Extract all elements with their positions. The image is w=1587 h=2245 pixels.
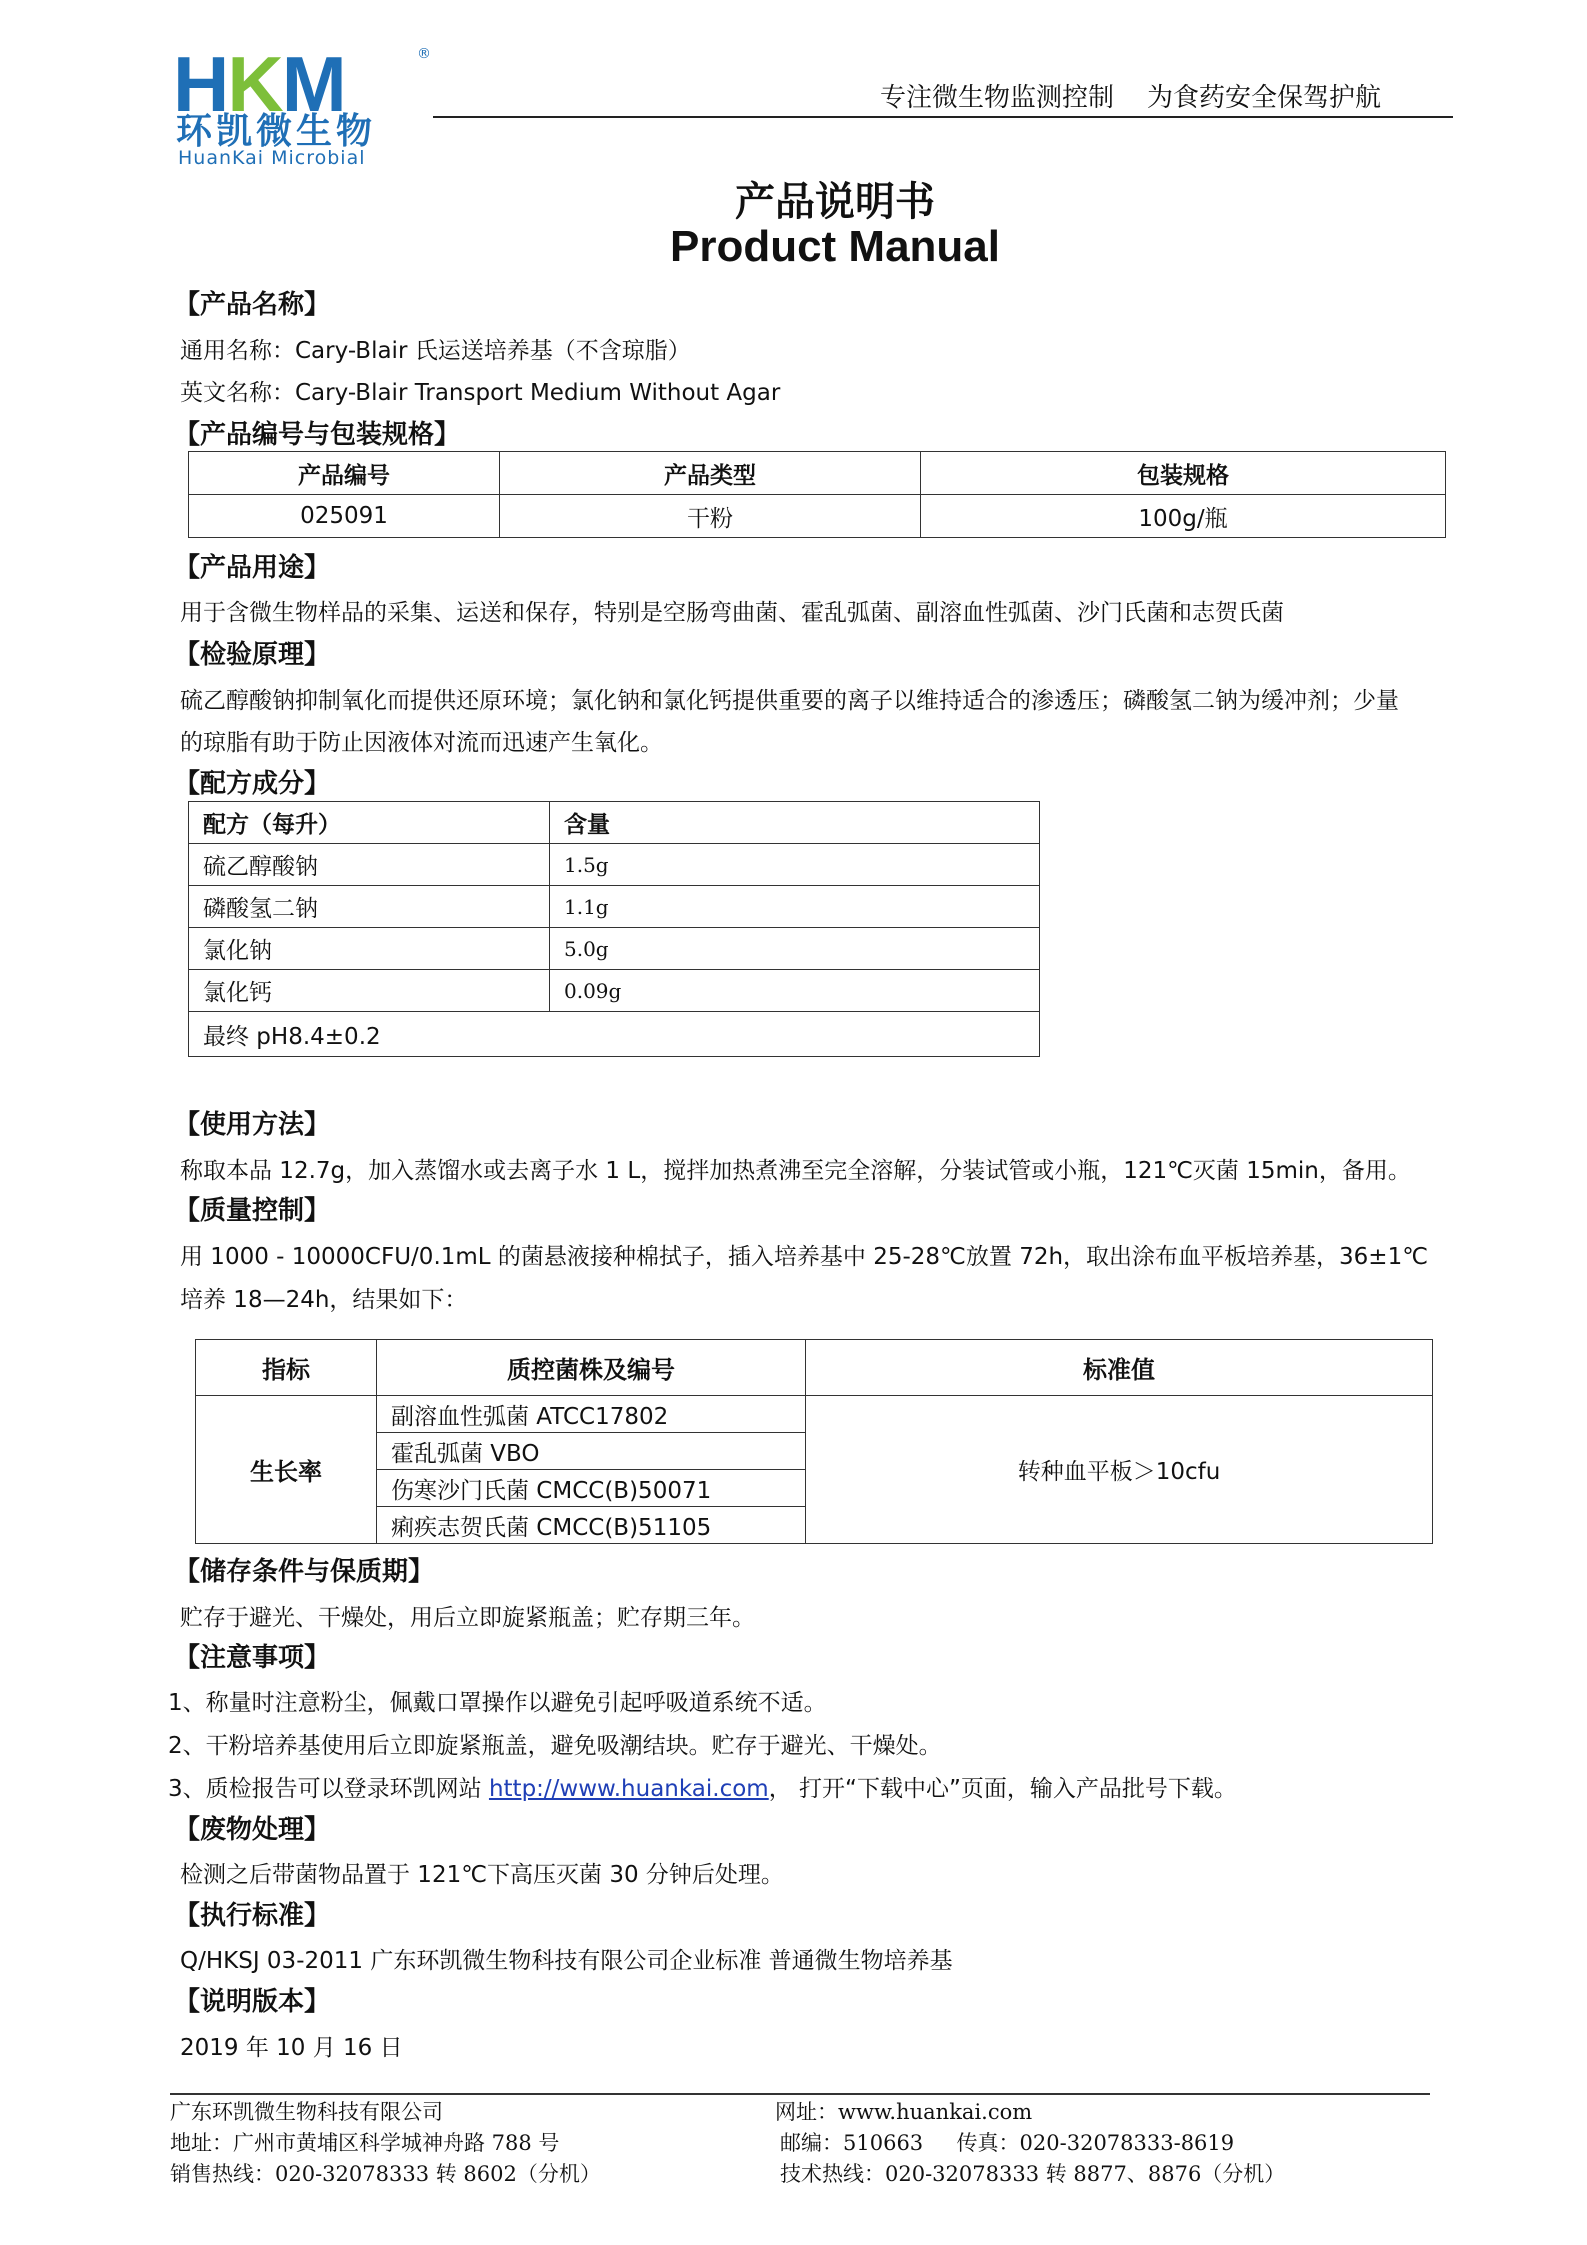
section-heading-product-code: 【产品编号与包装规格】 [174,420,461,450]
ingredient-name: 磷酸氢二钠 [189,886,550,928]
english-name: 英文名称：Cary-Blair Transport Medium Without Agar [180,380,781,406]
page-title-en: Product Manual [669,222,1001,271]
ingredient-name: 氯化钠 [189,928,550,970]
ingredient-amount: 1.1g [550,886,1040,928]
qc-line-1: 用 1000 - 10000CFU/0.1mL 的菌悬液接种棉拭子，插入培养基中 25-28℃放置 72h，取出涂布血平板培养基，36±1℃ [180,1244,1429,1270]
section-heading-storage: 【储存条件与保质期】 [174,1557,435,1587]
principle-line-2: 的琼脂有助于防止因液体对流而迅速产生氧化。 [180,730,663,756]
logo-chinese-name: 环凯微生物 [176,111,377,152]
logo-letter-h: H [173,40,228,128]
logo-english-name: HuanKai Microbial [178,147,366,169]
registered-mark: ® [417,46,431,62]
principle-line-1: 硫乙醇酸钠抑制氧化而提供还原环境；氯化钠和氯化钙提供重要的离子以维持适合的渗透压；磷酸氢二钠为缓冲剂；少量 [180,688,1399,714]
note-item-3-suffix: ， 打开“下载中心”页面，输入产品批号下载。 [768,1776,1237,1802]
section-heading-principle: 【检验原理】 [174,640,331,670]
footer-website: 网址：www.huankai.com [775,2100,1033,2124]
table-header-row [189,452,1446,495]
ingredient-amount: 1.5g [550,844,1040,886]
header-divider [433,116,1453,118]
product-code-table [188,451,1446,538]
disposal-text: 检测之后带菌物品置于 121℃下高压灭菌 30 分钟后处理。 [180,1862,784,1888]
final-ph: 最终 pH8.4±0.2 [189,1012,1040,1057]
footer-tech-hotline: 技术热线：020-32078333 转 8877、8876（分机） [780,2162,1286,2186]
section-heading-usage: 【产品用途】 [174,553,331,583]
method-text: 称取本品 12.7g，加入蒸馏水或去离子水 1 L，搅拌加热煮沸至完全溶解，分装试管或小瓶，121℃灭菌 15min，备用。 [180,1158,1411,1184]
qc-strain: 霍乱弧菌 VBO [377,1433,806,1470]
qc-indicator: 生长率 [196,1396,377,1544]
section-heading-standard: 【执行标准】 [174,1901,331,1931]
table-row [196,1396,1433,1433]
logo-letter-k: K [227,40,282,128]
note-item-3 [168,1770,1237,1803]
section-heading-formula: 【配方成分】 [174,769,331,799]
ingredient-name: 硫乙醇酸钠 [189,844,550,886]
section-heading-version: 【说明版本】 [174,1987,331,2017]
ingredient-amount: 0.09g [550,970,1040,1012]
product-code-cell: 025091 [189,495,500,538]
ingredient-name: 氯化钙 [189,970,550,1012]
table-header-cell: 标准值 [806,1340,1433,1396]
footer-company: 广东环凯微生物科技有限公司 [170,2100,443,2124]
table-row [189,844,1040,886]
table-row [189,495,1446,538]
package-spec-cell: 100g/瓶 [921,495,1446,538]
table-row [189,970,1040,1012]
table-header-cell: 含量 [550,802,1040,844]
note-item-2: 2、干粉培养基使用后立即旋紧瓶盖，避免吸潮结块。贮存于避光、干燥处。 [168,1733,942,1759]
standard-text: Q/HKSJ 03-2011 广东环凯微生物科技有限公司企业标准 普通微生物培养基 [180,1948,953,1974]
qc-strain: 伤寒沙门氏菌 CMCC(B)50071 [377,1470,806,1507]
table-header-cell: 产品编号 [189,452,500,495]
section-heading-method: 【使用方法】 [174,1110,331,1140]
table-header-cell: 包装规格 [921,452,1446,495]
section-heading-qc: 【质量控制】 [174,1196,331,1226]
product-type-cell: 干粉 [500,495,921,538]
section-heading-disposal: 【废物处理】 [174,1815,331,1845]
qc-strain: 副溶血性弧菌 ATCC17802 [377,1396,806,1433]
table-header-row [189,802,1040,844]
table-header-row [196,1340,1433,1396]
table-header-cell: 质控菌株及编号 [377,1340,806,1396]
storage-text: 贮存于避光、干燥处，用后立即旋紧瓶盖；贮存期三年。 [180,1605,755,1631]
note-item-1: 1、称量时注意粉尘，佩戴口罩操作以避免引起呼吸道系统不适。 [168,1690,827,1716]
usage-text: 用于含微生物样品的采集、运送和保存，特别是空肠弯曲菌、霍乱弧菌、副溶血性弧菌、沙门氏菌和志贺氏菌 [180,600,1284,626]
qc-standard: 转种血平板＞10cfu [806,1396,1433,1544]
version-date: 2019 年 10 月 16 日 [180,2035,403,2061]
ingredient-amount: 5.0g [550,928,1040,970]
section-heading-notes: 【注意事项】 [174,1643,331,1673]
header-slogan: 专注微生物监测控制 为食药安全保驾护航 [880,83,1382,113]
generic-name: 通用名称：Cary-Blair 氏运送培养基（不含琼脂） [180,338,691,364]
table-header-cell: 指标 [196,1340,377,1396]
formula-table [188,801,1040,1057]
note-item-3-prefix: 3、质检报告可以登录环凯网站 [168,1776,489,1802]
page-title-cn: 产品说明书 [735,179,935,225]
website-link[interactable]: http://www.huankai.com [488,1776,769,1802]
qc-table [195,1339,1433,1544]
table-header-cell: 产品类型 [500,452,921,495]
section-heading-product-name: 【产品名称】 [174,290,331,320]
table-row [189,928,1040,970]
logo-letter-m: M [281,40,345,128]
table-row [189,886,1040,928]
table-row [189,1012,1040,1057]
qc-strain: 痢疾志贺氏菌 CMCC(B)51105 [377,1507,806,1544]
footer-divider [170,2093,1430,2095]
footer-postcode-fax: 邮编：510663 传真：020-32078333-8619 [780,2131,1235,2155]
footer-sales-hotline: 销售热线：020-32078333 转 8602（分机） [170,2162,601,2186]
table-header-cell: 配方（每升） [189,802,550,844]
qc-line-2: 培养 18—24h，结果如下： [180,1287,468,1313]
footer-address: 地址：广州市黄埔区科学城神舟路 788 号 [170,2131,560,2155]
